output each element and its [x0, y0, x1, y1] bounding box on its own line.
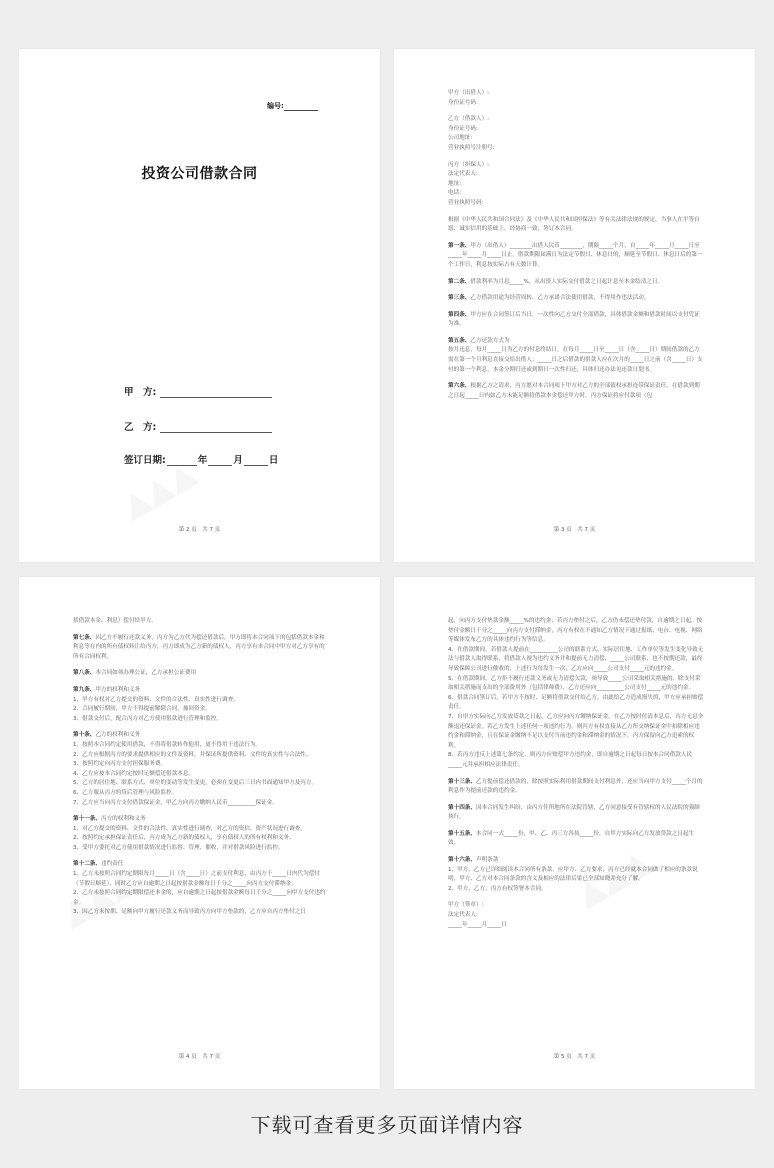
contract-paragraph: 第十三条、乙方提前偿还借款的，除按照实际利用借款期间支付利息外，还应当向甲方支付_____个月的利息作为提前还款的违约金。	[448, 778, 703, 795]
contract-paragraph: 第一条、甲方（出借人）________出借人民币________，期限_____个月，自_____年_____月_____日至_____年_____月_____日止。借款期限届满日为法定节假日、休息日的，顺延至节假日、休息日后的第一个工作日，利息按实际占有天数计算。	[448, 242, 703, 268]
contract-paragraph: 2、合同履行期间，甲方不得提前解除合同，抽回资金。	[73, 706, 211, 713]
contract-page-5	[394, 577, 755, 1089]
contract-paragraph: 第九条、甲方的权利和义务	[73, 686, 141, 693]
contract-number: 编号:	[267, 101, 318, 111]
contract-paragraph: 甲方（出借人）:	[448, 90, 490, 96]
contract-paragraph: 法定代表人:	[448, 912, 478, 919]
contract-paragraph: 3、受甲方委托对乙方使用借款情况进行监督、管理、催收，并对借款风险进行监控。	[73, 844, 284, 851]
contract-paragraph: 1、对乙方提交的资料、文件的合法性、真实性进行调查，对乙方的资信、资产状况进行调查。	[73, 825, 306, 832]
contract-paragraph: 甲方（签章）:	[448, 902, 484, 909]
contract-paragraph: _____年_____月_____日	[448, 921, 507, 928]
cover-page	[19, 49, 380, 562]
contract-paragraph: 起，向丙方支付垫款金额_____%的违约金；若丙方垫付之后，乙方仍未偿还垫付款，自逾期之日起，按垫付金额日千分之_____向丙方支付滞纳金，丙方有权在不通知乙方情况下通过报纸、电台、电视、网络等媒体发布乙方的具体违约行为等信息。	[448, 618, 703, 644]
contract-paragraph: 电话:	[448, 190, 462, 197]
paragraph-gap	[448, 797, 704, 804]
contract-paragraph: 第七条、因乙方不履行还款义务，丙方为乙方代为偿还借款后，甲方即将本合同项下的包括借款本金和利息等在内的所有债权转让给丙方，丙方即成为乙方新的债权人，丙方享有本合同中甲方对乙方享有的所有合同权利。	[73, 634, 325, 660]
contract-paragraph: 2、乙方应根据丙方的要求提供相应的文件及资料，并保证所提供资料、文件的真实性与合法性。	[73, 751, 312, 758]
contract-paragraph: 5、在借款期间，乙方拒不履行还款义务或无力清偿欠款，须导致_____公司采取相关措施的，除支付采取相关措施而支出的全部费用外（包括律师费），乙方还应向__________公司支付_____元的违约金。	[448, 675, 701, 692]
contract-paragraph: 第十条、乙方的权利和义务	[73, 732, 141, 739]
contract-paragraph: 第十二条、违约责任	[73, 861, 124, 868]
contract-paragraph: 身份证号码:	[448, 125, 478, 132]
party-a-line: 甲 方:	[124, 384, 272, 398]
paragraph-gap	[448, 375, 704, 382]
contract-paragraph: 丙方（担保人）:	[448, 161, 490, 168]
contract-paragraph: 营业执照号码:	[448, 199, 484, 206]
contract-paragraph: 法定代表人:	[448, 171, 478, 178]
paragraph-gap	[73, 853, 329, 860]
contract-paragraph: 1、乙方未按照合同约定期限每月_____日（含_____日）之前支付利息，由丙方于_____日内代为偿付（节假日顺延），同时乙方应自逾期之日起按借款金额每日千分之_____向丙方支付滞纳金。	[73, 871, 320, 887]
contract-paragraph: 1、甲方有权对乙方提交的资料、文件的合法性、真实性进行调查。	[73, 696, 239, 703]
paragraph-gap	[448, 894, 704, 901]
contract-paragraph: 第十四条、因本合同发生纠纷，由丙方住所地所在法院管辖，乙方同意接受有管辖权的人民法院的强制执行。	[448, 804, 700, 821]
contract-paragraph: 6、乙方服从丙方的贷后管理与风险监控。	[73, 789, 178, 796]
paragraph-gap	[448, 209, 704, 216]
contract-paragraph: 7、自甲方实际向乙方发放贷款之日起，乙方应向丙方缴纳保证金，在乙方按时付清本息后，丙方无息全额退还保证金。若乙方发生上述任何一项违约行为，则丙方有权直接从乙方所交纳保证金中扣除相应违约金和滞纳金，且在保证金缴纳不足以支付当前违约金和滞纳金的情况下，丙方保留向乙方追索的权利。	[448, 713, 704, 749]
contract-paragraph: 身份证号码:	[448, 99, 478, 106]
paragraph-gap	[448, 823, 704, 830]
contract-paragraph: 地址:	[448, 180, 462, 187]
sign-date-line: 签订日期: 年 月 日	[124, 455, 279, 466]
contract-paragraph: 1、甲方、乙方已详细阅读本合同所有条款，应甲方、乙方要求，丙方已经就本合同做了相应的条款说明，甲方、乙方对本合同条款的含义及相应的法律后果已全部知晓并充分了解。	[448, 866, 698, 883]
contract-paragraph: 4、在借款期间，若借款人提前在__________公司的联系方式、实际居住地、工作单位等发生变化导致无法与借款人取得联系，将借款人视为违约义务并和提前无力清偿，_____公司联系，也不按期还款，最终导致保障公司进行催收的，上述行为每发生一次，乙方应向_____公司支付_____元的违约金。	[448, 646, 704, 672]
contract-paragraph: 第十一条、丙方的权利和义务	[73, 816, 146, 823]
paragraph-gap	[73, 627, 329, 634]
page-footer: 第 4 页 共 7 页	[178, 1054, 221, 1060]
contract-paragraph: 营业执照号注册号:	[448, 144, 495, 151]
contract-paragraph: 第三条、乙方借款用途为经营周转，乙方承诺合法使用借款，不得用作违法活动。	[448, 295, 650, 302]
contract-paragraph: 2、乙方未按照合同约定期限偿还本金的，应自逾期之日起按借款金额每日千分之_____向甲方支付违约金。	[73, 890, 326, 906]
paragraph-gap	[448, 330, 704, 337]
paragraph-gap	[448, 235, 704, 242]
contract-paragraph: 8、若丙方违反上述第七条约定，则丙方应赔偿甲方违约金，即自逾期之日起每日按本合同借款人民_____元并承担相应法律责任。	[448, 752, 693, 768]
page-content	[448, 617, 704, 930]
contract-paragraph: 括借款本金、利息）偿付给甲方。	[73, 618, 157, 624]
contract-paragraph: 第四条、甲方应在合同签订后当日，一次性向乙方交付全部借款，具体借款金额和借款时间以支付凭证为准。	[448, 311, 700, 328]
paragraph-gap	[448, 771, 704, 778]
contract-paragraph: 第十六条、声明条款	[448, 857, 499, 864]
paragraph-gap	[73, 662, 329, 669]
page-content	[73, 617, 329, 918]
contract-paragraph: 第十五条、本合同一式_____份，甲、乙、丙三方各执_____份，自甲方实际向乙方发放贷款之日起生效。	[448, 830, 695, 847]
page-content	[448, 89, 704, 401]
paragraph-gap	[448, 287, 704, 294]
contract-paragraph: 3、按照约定向丙方支付担保服务费。	[73, 761, 167, 768]
paragraph-gap	[73, 808, 329, 815]
page-title: 投资公司借款合同	[141, 166, 258, 182]
paragraph-gap	[448, 271, 704, 278]
page-footer: 第 5 页 共 7 页	[553, 1054, 596, 1060]
contract-paragraph: 7、乙方应当向丙方支付借款保证金，甲乙方向丙方缴纳人民币__________保证金。	[73, 799, 278, 806]
contract-paragraph: 公司地址:	[448, 135, 473, 142]
contract-paragraph: 根据《中华人民共和国合同法》及《中华人民共和国担保法》等有关法律法规的规定，当事人在平等自愿、诚实信用的基础上，经协商一致，签订本合同。	[448, 216, 700, 233]
paragraph-gap	[448, 154, 704, 161]
contract-paragraph: 4、乙方应按本合同约定按时足额偿还借款本息。	[73, 770, 195, 777]
contract-paragraph: 第五条、乙方还款方式为	[448, 337, 510, 344]
contract-paragraph: 按月还息，每月_____日为乙方的付息终结日，在每月_____日至_____日（含_____日）期间借款的乙方需在第一个月利息直接交给出借人；_____日之后借款的借款人应在次月的_____日之前（含_____日）支付的第一个利息，本金分期归还或到期日一次性归还，具体归还办法见还款计划书。	[448, 347, 703, 373]
contract-paragraph: 3、借款交付后，配合丙方对乙方使用借款进行管理和监控。	[73, 715, 222, 722]
paragraph-gap	[73, 724, 329, 731]
contract-paragraph: 第八条、本合同如须办理公证，乙方承担公证费用	[73, 670, 197, 677]
paragraph-gap	[448, 304, 704, 311]
contract-paragraph: 1、按照本合同约定使用借款，不得将借款转作他用，更不得用于违法行为。	[73, 741, 262, 748]
contract-paragraph: 第二条、借款利率为月息_____%，从出资人实际交付借款之日起计息至本金结清之日。	[448, 278, 664, 285]
paragraph-gap	[73, 679, 329, 686]
contract-paragraph: 2、按照约定承担保证责任后，丙方成为乙方新的债权人，享有债权人的所有权利和义务。	[73, 835, 295, 842]
contract-page-4	[19, 577, 380, 1089]
contract-paragraph: 3、因乙方未按期、足额向甲方履行还款义务而导致丙方向甲方垫款的，乙方应自丙方垫付之日	[73, 909, 306, 916]
contract-paragraph: 第六条、根据乙方之请求，丙方愿对本合同项下甲方对乙方的全部债权承担连带保证责任。在借款到期之日起_____日内如乙方未能足额将借款本金偿还甲方时，丙方保证将应付款项（包	[448, 383, 700, 399]
paragraph-gap	[448, 849, 704, 856]
party-b-line: 乙 方:	[124, 419, 272, 433]
page-footer: 第 2 页 共 7 页	[178, 527, 221, 533]
contract-paragraph: 6、借款合同签订后，若甲方不按时、足额将借款交付给乙方，由此给乙方造成损失的，甲方应承担赔偿责任。	[448, 694, 704, 711]
page-footer: 第 3 页 共 7 页	[553, 527, 596, 533]
contract-paragraph: 5、乙方的居住地、联系方式、单位的变动等发生变更，必须在变更后三日内书面通知甲方及丙方。	[73, 780, 318, 787]
contract-paragraph: 乙方（借款人）:	[448, 116, 490, 123]
contract-paragraph: 2、甲方、乙方、丙方有权签署本合同。	[448, 885, 547, 892]
contract-page-3	[394, 49, 755, 562]
download-prompt: 下载可查看更多页面详情内容	[250, 1113, 524, 1137]
paragraph-gap	[448, 108, 704, 115]
